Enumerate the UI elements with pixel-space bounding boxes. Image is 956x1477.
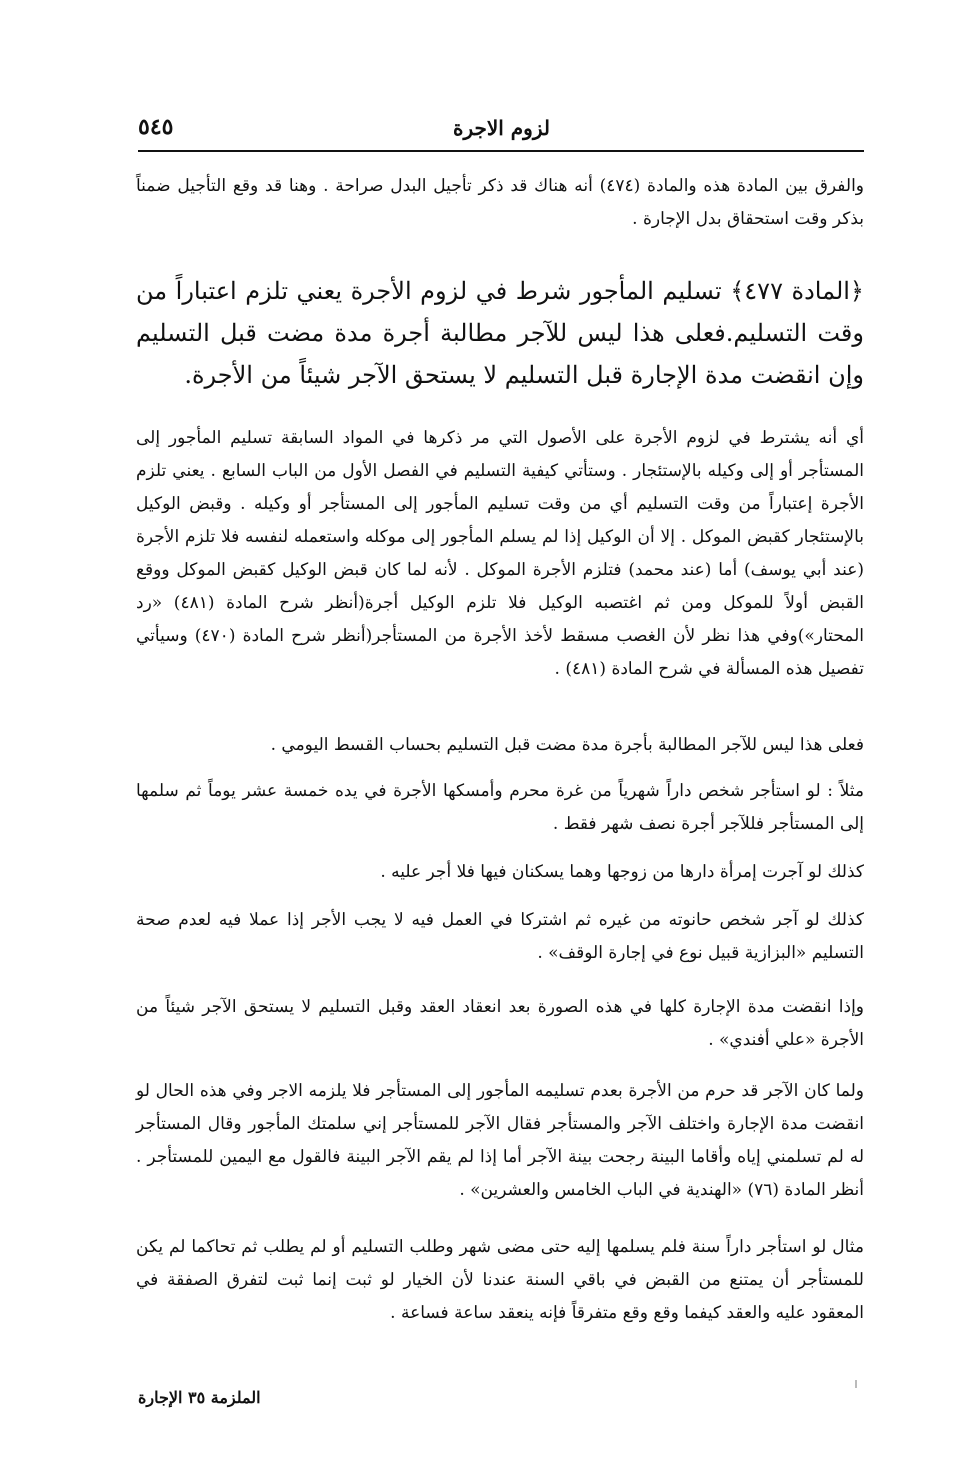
margin-mark bbox=[855, 1380, 857, 1388]
running-title: لزوم الاجرة bbox=[453, 116, 550, 140]
page-header bbox=[138, 112, 864, 152]
commentary-text-5: كذلك لو آجر شخص حانوته من غيره ثم اشتركا في العمل فيه لا يجب الأجر إذا عملا فيه لعدم صحة التسليم «البزازية قبيل نوع في إجارة الوقف» . bbox=[136, 910, 864, 963]
signature-mark: الملزمة ٣٥ الإجارة bbox=[138, 1388, 261, 1407]
commentary-paragraph-6 bbox=[136, 991, 864, 1057]
commentary-paragraph-5 bbox=[136, 904, 864, 970]
commentary-paragraph-7 bbox=[136, 1075, 864, 1207]
commentary-text-7: ولما كان الآجر قد حرم من الأجرة بعدم تسليمه المأجور إلى المستأجر فلا يلزمه الاجر وفي هذه الحال لو انقضت مدة الإجارة واختلف الآجر والمستأجر فقال الآجر للمستأجر إني سلمتك المأجور وقال المستأجر له لم تسلمني إياه وأقاما البينة رجحت بينة الآجر أما إذا لم يقم الآجر البينة فالقول مع اليمين للمستأجر . أنظر المادة (٧٦) «الهندية في الباب الخامس والعشرين» . bbox=[136, 1081, 864, 1200]
commentary-text-6: وإذا انقضت مدة الإجارة كلها في هذه الصورة بعد انعقاد العقد وقبل التسليم لا يستحق الآجر شيئاً من الأجرة «علي أفندي» . bbox=[136, 997, 864, 1050]
commentary-paragraph-4 bbox=[136, 856, 864, 889]
commentary-paragraph-1 bbox=[136, 422, 864, 686]
commentary-paragraph-2 bbox=[136, 729, 864, 762]
commentary-text-3: مثلاً : لو استأجر شخص داراً شهرياً من غرة محرم وأمسكها الأجرة في يده خمسة عشر يوماً ثم سلمها إلى المستأجر فللآجر أجرة نصف شهر فقط . bbox=[136, 781, 864, 834]
commentary-paragraph-3 bbox=[136, 775, 864, 841]
page-number: ٥٤٥ bbox=[138, 114, 174, 140]
commentary-paragraph-8 bbox=[136, 1231, 864, 1330]
article-text: ﴿المادة ٤٧٧﴾ تسليم المأجور شرط في لزوم الأجرة يعني تلزم اعتباراً من وقت التسليم.فعلى هذا ليس للآجر مطالبة أجرة مدة مضت قبل التسليم وإن انقضت مدة الإجارة قبل التسليم لا يستحق الآجر شيئاً من الأجرة. bbox=[136, 277, 864, 389]
header-rule bbox=[138, 150, 864, 152]
commentary-text-4: كذلك لو آجرت إمرأة دارها من زوجها وهما يسكنان فيها فلا أجر عليه . bbox=[380, 862, 864, 882]
intro-text: والفرق بين المادة هذه والمادة (٤٧٤) أنه هناك قد ذكر تأجيل البدل صراحة . وهنا قد وقع التأجيل ضمناً بذكر وقت استحقاق بدل الإجارة . bbox=[136, 176, 865, 229]
article-477 bbox=[136, 270, 864, 396]
intro-paragraph bbox=[136, 170, 864, 236]
commentary-text-2: فعلى هذا ليس للآجر المطالبة بأجرة مدة مضت قبل التسليم بحساب القسط اليومي . bbox=[270, 735, 864, 755]
commentary-text-8: مثال لو استأجر داراً سنة فلم يسلمها إليه حتى مضى شهر وطلب التسليم أو لم يطلب ثم تحاكما لم يكن للمستأجر أن يمتنع من القبض في باقي السنة عندنا لأن الخيار لو ثبت إنما ثبت لتفرق الصفقة في المعقود عليه والعقد كيفما وقع وقع متفرقاً فإنه ينعقد ساعة فساعة . bbox=[136, 1237, 864, 1323]
commentary-text-1: أي أنه يشترط في لزوم الأجرة على الأصول التي مر ذكرها في المواد السابقة تسليم المأجور إلى المستأجر أو إلى وكيله بالإستئجار . وستأتي كيفية التسليم في الفصل الأول من الباب السابع . يعني تلزم الأجرة إعتباراً من وقت التسليم أي من وقت تسليم المأجور إلى المستأجر أو وكيله . وقبض الوكيل بالإستئجار كقبض الموكل . إلا أن الوكيل إذا لم يسلم المأجور إلى موكله واستعمله لنفسه فلا تلزم الأجرة (عند أبي يوسف) أما (عند محمد) فتلزم الأجرة الموكل . لأنه لما كان قبض الوكيل كقبض الموكل ووقع القبض أولاً للموكل ومن ثم اغتصبه الوكيل فلا تلزم الوكيل أجرة(أنظر شرح المادة (٤٨١) «رد المحتار»)وفي هذا نظر لأن الغصب مسقط لأخذ الأجرة من المستأجر(أنظر شرح المادة (٤٧٠) وسيأتي تفصيل هذه المسألة في شرح المادة (٤٨١) . bbox=[136, 428, 865, 679]
